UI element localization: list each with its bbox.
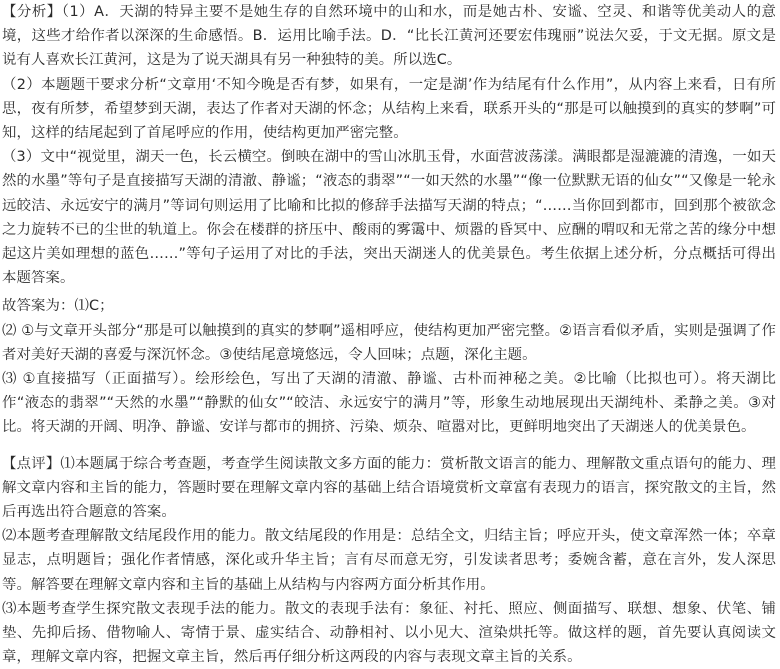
comment-section — [2, 452, 776, 669]
answer-paragraph-3: ⑶ ①直接描写（正面描写）。绘形绘色，写出了天湖的清澈、静谧、古朴而神秘之美。②比喻（比拟也可）。将天湖比作“液态的翡翠”“天然的水墨”“静默的仙女”“皎洁、永远安宁的满月”等，形象生动地展现出天湖纯朴、柔静之美。③对比。将天湖的开阔、明净、静谧、安详与都市的拥挤、污染、烦杂、喧嚣对比，更鲜明地突出了天湖迷人的优美景色。 — [2, 371, 776, 436]
analysis-paragraph-1: 【分析】（1）A．天湖的特异主要不是她生存的自然环境中的山和水，而是她古朴、安谧、空灵、和谐等优美动人的意境，这些才给作者以深深的生命感悟。B．运用比喻手法。D．“比长江黄河还要宏伟瑰丽”说法欠妥，于文无据。原文是说有人喜欢长江黄河，这是为了说天湖具有另一种独特的美。所以选C。 — [2, 4, 776, 69]
spacer — [2, 440, 776, 452]
comment-paragraph-2: ⑵本题考查理解散文结尾段作用的能力。散文结尾段的作用是：总结全文，归结主旨；呼应开头，使文章浑然一体；卒章显志，点明题旨；强化作者情感，深化或升华主旨；言有尽而意无穷，引发读者思考；委婉含蓄，意在言外，发人深思等。解答要在理解文章内容和主旨的基础上从结构与内容两方面分析其作用。 — [2, 528, 776, 593]
analysis-paragraph-3: （3）文中“视觉里，湖天一色，长云横空。倒映在湖中的雪山冰肌玉骨，水面营波荡漾。满眼都是湿漉漉的清逸，一如天然的水墨”等句子是直接描写天湖的清澈、静谧；“液态的翡翠”“一如天然的水墨”“像一位默默无语的仙女”“又像是一轮永远皎洁、永远安宁的满月”等词句则运用了比喻和比拟的修辞手法描写天湖的特点；“……当你回到都市，回到那个被欲念之力旋转不已的尘世的轨道上。你会在楼群的挤压中、酸雨的雾霭中、烦嚣的昏冥中、应酬的喟叹和无常之苦的缘分中想起这片美如理想的蓝色……”等句子运用了对比的手法，突出天湖迷人的优美景色。考生依据上述分析，分点概括可得出本题答案。 — [2, 149, 776, 287]
analysis-section — [2, 0, 776, 290]
answer-paragraph-2: ⑵ ①与文章开头部分“那是可以触摸到的真实的梦啊”遥相呼应，使结构更加严密完整。②语言看似矛盾，实则是强调了作者对美好天湖的喜爱与深沉怀念。③使结尾意境悠远，令人回味；点题，深化主题。 — [2, 322, 776, 363]
comment-paragraph-3: ⑶本题考查学生探究散文表现手法的能力。散文的表现手法有：象征、衬托、照应、侧面描写、联想、想象、伏笔、铺垫、先抑后扬、借物喻人、寄情于景、虚实结合、动静相衬、以小见大、渲染烘托等。做这样的题，首先要认真阅读文章，理解文章内容，把握文章主旨，然后再仔细分析这两段的内容与表现文章主旨的关系。 — [2, 600, 776, 666]
answer-section — [2, 294, 776, 439]
comment-paragraph-1: 【点评】⑴本题属于综合考查题，考查学生阅读散文多方面的能力：赏析散文语言的能力、理解散文重点语句的能力、理解文章内容和主旨的能力，答题时要在理解文章内容的基础上结合语境赏析文章富有表现力的语言，探究散文的主旨，然后再选出符合题意的答案。 — [2, 455, 776, 521]
answer-intro: 故答案为：⑴C； — [2, 298, 114, 315]
solution-document — [2, 0, 776, 669]
analysis-paragraph-2: （2）本题题干要求分析“文章用‘不知今晚是否有梦，如果有，一定是湖’作为结尾有什么作用”，从内容上来看，日有所思，夜有所梦，希望梦到天湖，表达了作者对天湖的怀念；从结构上来看，联系开头的“那是可以触摸到的真实的梦啊”可知，这样的结尾起到了首尾呼应的作用，使结构更加严密完整。 — [2, 76, 776, 142]
